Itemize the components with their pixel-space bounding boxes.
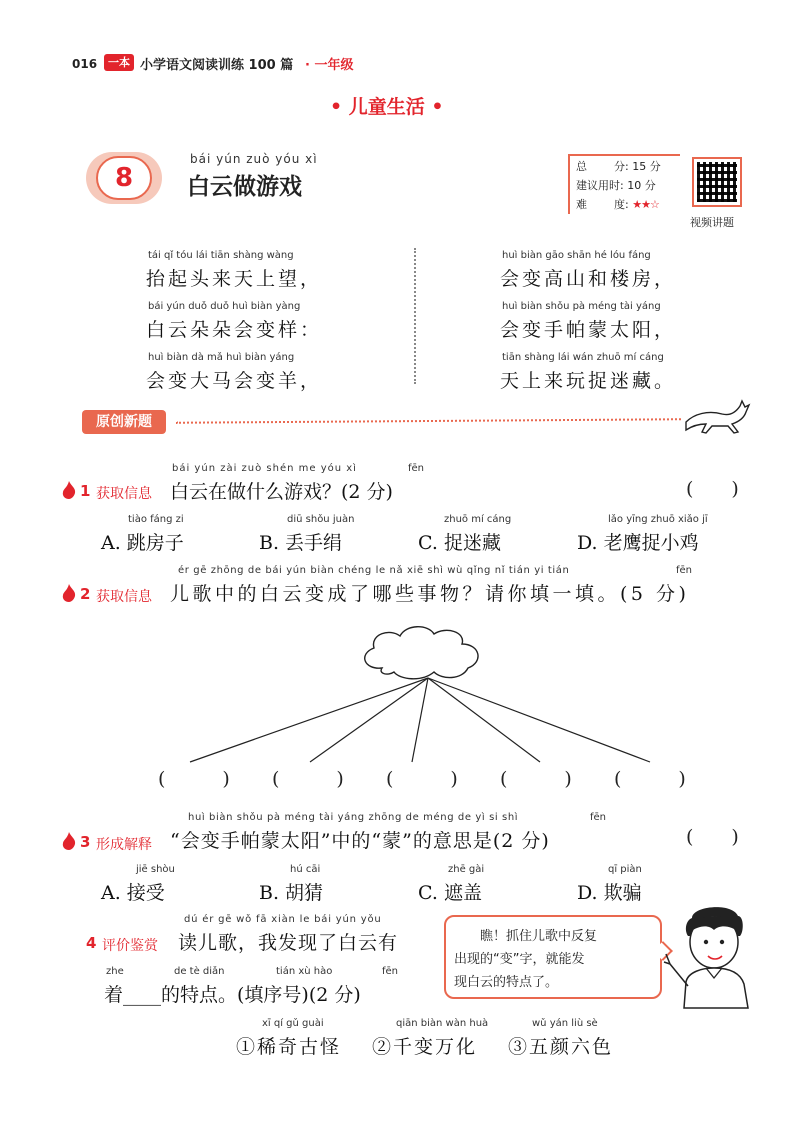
flame-icon xyxy=(62,832,76,850)
q4-choice-1[interactable]: ①稀奇古怪 xyxy=(236,1036,342,1058)
poem-right-1: 会变高山和楼房， xyxy=(500,268,677,290)
lesson-title-pinyin: bái yún zuò yóu xì xyxy=(190,152,318,166)
poem-left-1: 抬起头来天上望， xyxy=(146,268,323,290)
lesson-number: 8 xyxy=(96,156,152,200)
q4-text-1: 读儿歌，我发现了白云有 xyxy=(178,932,399,954)
poem-right-3-pinyin: tiān shàng lái wán zhuō mí cáng xyxy=(502,352,664,363)
poem-left-2: 白云朵朵会变样： xyxy=(146,319,323,341)
q3-text: “会变手帕蒙太阳”中的“蒙”的意思是(2 分) xyxy=(170,830,550,852)
q3-tag: 形成解释 xyxy=(96,837,152,853)
q3-option-a-pinyin: jiē shòu xyxy=(136,864,175,875)
q3-option-c[interactable]: C. 遮盖 xyxy=(418,882,482,904)
info-difficulty xyxy=(576,196,659,212)
q1-option-c-pinyin: zhuō mí cáng xyxy=(444,514,512,525)
poem-right-2-pinyin: huì biàn shǒu pà méng tài yáng xyxy=(502,301,661,312)
q3-pinyin: huì biàn shǒu pà méng tài yáng zhōng de méng de yì si shì xyxy=(188,812,519,823)
q4-pinyin-2b: de tè diǎn xyxy=(174,966,225,977)
q1-pinyin-score: fēn xyxy=(408,463,425,474)
q2-tag: 获取信息 xyxy=(96,589,152,605)
q1-text: 白云在做什么游戏？(2 分) xyxy=(170,481,393,503)
cloud-icon xyxy=(365,627,478,679)
flame-icon xyxy=(62,584,76,602)
q1-number: 1 xyxy=(80,482,91,500)
q3-option-c-pinyin: zhē gài xyxy=(448,864,485,875)
q2-pinyin: ér gē zhōng de bái yún biàn chéng le nǎ xiē shì wù qǐng nǐ tián yi tián xyxy=(178,565,570,576)
page-number: 016 xyxy=(72,57,98,71)
q1-answer[interactable]: ( ) xyxy=(686,478,739,500)
lesson-title: 白云做游戏 xyxy=(187,174,302,200)
q4-pinyin-2d: fēn xyxy=(382,966,399,977)
flame-icon xyxy=(62,481,76,499)
q2-pinyin-score: fēn xyxy=(676,565,693,576)
info-total xyxy=(576,158,661,174)
poem-left-3-pinyin: huì biàn dà mǎ huì biàn yáng xyxy=(148,352,295,363)
q2-blank-3[interactable]: ( ) xyxy=(386,768,458,790)
poem-right-1-pinyin: huì biàn gāo shān hé lóu fáng xyxy=(502,250,651,261)
q2-blank-4[interactable]: ( ) xyxy=(500,768,572,790)
q4-choice-3-pinyin: wǔ yán liù sè xyxy=(532,1018,598,1029)
poem-left-2-pinyin: bái yún duǒ duǒ huì biàn yàng xyxy=(148,301,301,312)
info-total-label: 总 xyxy=(576,160,587,173)
q1-option-c[interactable]: C. 捉迷藏 xyxy=(418,532,501,554)
info-difficulty-label2: 度: xyxy=(614,198,629,211)
book-title: 小学语文阅读训练 100 篇 xyxy=(140,58,294,73)
q4-pinyin-2c: tián xù hào xyxy=(276,966,333,977)
theme-title: • 儿童生活 • xyxy=(330,96,444,118)
q3-option-d[interactable]: D. 欺骗 xyxy=(577,882,642,904)
q4-choice-1-pinyin: xī qí gǔ guài xyxy=(262,1018,324,1029)
q1-option-b-pinyin: diū shǒu juàn xyxy=(287,514,355,525)
hint-line-3: 现白云的特点了。 xyxy=(454,975,559,990)
cloud-diagram xyxy=(150,620,710,780)
q2-blank-2[interactable]: ( ) xyxy=(272,768,344,790)
q4-number: 4 xyxy=(86,934,97,952)
qr-label: 视频讲题 xyxy=(690,216,734,229)
section-title: 原创新题 xyxy=(82,410,166,434)
q2-blank-1[interactable]: ( ) xyxy=(158,768,230,790)
q4-pinyin-1: dú ér gē wǒ fā xiàn le bái yún yǒu xyxy=(184,914,382,925)
q1-option-a[interactable]: A. 跳房子 xyxy=(101,532,184,554)
q3-number: 3 xyxy=(80,833,91,851)
info-total-value: 15 分 xyxy=(632,160,661,173)
q3-pinyin-score: fēn xyxy=(590,812,607,823)
info-total-label2: 分: xyxy=(614,160,629,173)
q3-option-b[interactable]: B. 胡猜 xyxy=(259,882,324,904)
q3-option-b-pinyin: hú cāi xyxy=(290,864,321,875)
q1-option-a-pinyin: tiào fáng zi xyxy=(128,514,184,525)
hint-line-2: 出现的“变”字，就能发 xyxy=(454,952,585,967)
q1-option-b[interactable]: B. 丢手绢 xyxy=(259,532,343,554)
section-divider xyxy=(176,418,681,424)
poem-left-1-pinyin: tái qǐ tóu lái tiān shàng wàng xyxy=(148,250,294,261)
info-time xyxy=(576,177,656,193)
q4-text-2[interactable]: 着____的特点。(填序号)(2 分) xyxy=(104,984,361,1006)
q2-text: 儿歌中的白云变成了哪些事物？请你填一填。(5 分) xyxy=(170,583,690,605)
hint-line-1: 瞧！抓住儿歌中反复 xyxy=(480,929,598,944)
qr-code-icon[interactable] xyxy=(692,157,742,207)
q1-tag: 获取信息 xyxy=(96,486,152,502)
info-time-value: 10 分 xyxy=(627,179,656,192)
info-time-label: 建议用时: xyxy=(576,179,624,192)
boy-avatar-icon xyxy=(662,902,762,1010)
grade-label: · 一年级 xyxy=(305,58,354,73)
poem-right-2: 会变手帕蒙太阳， xyxy=(500,319,677,341)
q4-choice-2[interactable]: ②千变万化 xyxy=(372,1036,478,1058)
q1-option-d-pinyin: lǎo yīng zhuō xiǎo jī xyxy=(608,514,708,525)
q2-number: 2 xyxy=(80,585,91,603)
poem-left-3: 会变大马会变羊， xyxy=(146,370,323,392)
brand-logo: 一本 xyxy=(104,54,134,71)
difficulty-stars: ★★☆ xyxy=(632,198,659,211)
q4-tag: 评价鉴赏 xyxy=(102,938,158,954)
q4-choice-3[interactable]: ③五颜六色 xyxy=(508,1036,614,1058)
q4-pinyin-2a: zhe xyxy=(106,966,124,977)
poem-divider xyxy=(414,248,416,384)
q3-option-a[interactable]: A. 接受 xyxy=(101,882,165,904)
info-difficulty-label: 难 xyxy=(576,198,587,211)
q1-pinyin: bái yún zài zuò shén me yóu xì xyxy=(172,463,357,474)
q4-choice-2-pinyin: qiān biàn wàn huà xyxy=(396,1018,489,1029)
q3-answer[interactable]: ( ) xyxy=(686,826,739,848)
poem-right-3: 天上来玩捉迷藏。 xyxy=(500,370,677,392)
q2-blank-5[interactable]: ( ) xyxy=(614,768,686,790)
cat-icon xyxy=(682,398,752,436)
q3-option-d-pinyin: qī piàn xyxy=(608,864,642,875)
q1-option-d[interactable]: D. 老鹰捉小鸡 xyxy=(577,532,699,554)
